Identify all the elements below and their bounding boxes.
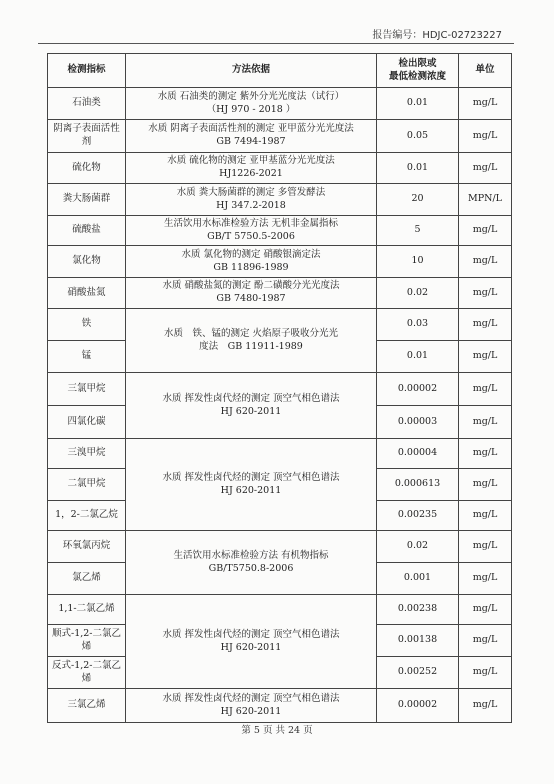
method-cell: 生活饮用水标准检验方法 有机物指标 GB/T5750.8-2006 xyxy=(126,531,377,595)
item-name: 硝酸盐氮 xyxy=(48,278,126,309)
item-name: 氯化物 xyxy=(48,246,126,278)
item-name: 三溴甲烷 xyxy=(48,439,126,469)
item-name: 环氧氯丙烷 xyxy=(48,531,126,563)
method-cell: 水质 石油类的测定 紫外分光光度法（试行） （HJ 970 - 2018 ） xyxy=(126,88,377,120)
method-cell: 水质 挥发性卤代烃的测定 顶空气相色谱法 HJ 620-2011 xyxy=(126,595,377,689)
limit-cell: 20 xyxy=(377,184,459,216)
table-row xyxy=(48,309,512,341)
header-unit: 单位 xyxy=(459,54,512,88)
unit-cell: mg/L xyxy=(459,216,512,246)
item-name: 粪大肠菌群 xyxy=(48,184,126,216)
table-row xyxy=(48,120,512,153)
method-cell: 水质 粪大肠菌群的测定 多管发酵法 HJ 347.2-2018 xyxy=(126,184,377,216)
unit-cell: mg/L xyxy=(459,531,512,563)
table-row xyxy=(48,439,512,469)
unit-cell: mg/L xyxy=(459,88,512,120)
unit-cell: mg/L xyxy=(459,501,512,531)
table-row xyxy=(48,184,512,216)
unit-cell: mg/L xyxy=(459,341,512,373)
method-cell: 水质 铁、锰的测定 火焰原子吸收分光光 度法 GB 11911-1989 xyxy=(126,309,377,373)
test-results-table xyxy=(47,53,512,723)
item-name: 二氯甲烷 xyxy=(48,469,126,501)
item-name: 四氯化碳 xyxy=(48,406,126,439)
unit-cell: mg/L xyxy=(459,246,512,278)
table-row xyxy=(48,246,512,278)
item-name: 阴离子表面活性剂 xyxy=(48,120,126,153)
unit-cell: mg/L xyxy=(459,120,512,153)
item-name: 1,1-二氯乙烯 xyxy=(48,595,126,625)
method-cell: 水质 氯化物的测定 硝酸银滴定法 GB 11896-1989 xyxy=(126,246,377,278)
item-name: 三氯乙烯 xyxy=(48,689,126,723)
method-cell: 生活饮用水标准检验方法 无机非金属指标 GB/T 5750.5-2006 xyxy=(126,216,377,246)
header-item: 检测指标 xyxy=(48,54,126,88)
unit-cell: mg/L xyxy=(459,595,512,625)
limit-cell: 10 xyxy=(377,246,459,278)
item-name: 锰 xyxy=(48,341,126,373)
method-cell: 水质 挥发性卤代烃的测定 顶空气相色谱法 HJ 620-2011 xyxy=(126,689,377,723)
limit-cell: 0.00002 xyxy=(377,689,459,723)
unit-cell: mg/L xyxy=(459,406,512,439)
item-name: 氯乙烯 xyxy=(48,563,126,595)
unit-cell: mg/L xyxy=(459,689,512,723)
table-row xyxy=(48,153,512,184)
table-header-row xyxy=(48,54,512,88)
item-name: 铁 xyxy=(48,309,126,341)
item-name: 三氯甲烷 xyxy=(48,373,126,406)
unit-cell: mg/L xyxy=(459,309,512,341)
table-row xyxy=(48,278,512,309)
method-cell: 水质 阴离子表面活性剂的测定 亚甲蓝分光光度法 GB 7494-1987 xyxy=(126,120,377,153)
limit-cell: 5 xyxy=(377,216,459,246)
limit-cell: 0.03 xyxy=(377,309,459,341)
item-name: 硫酸盐 xyxy=(48,216,126,246)
item-name: 硫化物 xyxy=(48,153,126,184)
unit-cell: mg/L xyxy=(459,563,512,595)
method-cell: 水质 挥发性卤代烃的测定 顶空气相色谱法 HJ 620-2011 xyxy=(126,439,377,531)
item-name: 顺式-1,2-二氯乙烯 xyxy=(48,625,126,657)
unit-cell: mg/L xyxy=(459,439,512,469)
item-name: 1，2-二氯乙烷 xyxy=(48,501,126,531)
header-divider xyxy=(38,43,514,44)
limit-cell: 0.00252 xyxy=(377,657,459,689)
table-row xyxy=(48,531,512,563)
header-method: 方法依据 xyxy=(126,54,377,88)
method-cell: 水质 硫化物的测定 亚甲基蓝分光光度法 HJ1226-2021 xyxy=(126,153,377,184)
limit-cell: 0.00238 xyxy=(377,595,459,625)
header-limit: 检出限或 最低检测浓度 xyxy=(377,54,459,88)
item-name: 反式-1,2-二氯乙烯 xyxy=(48,657,126,689)
limit-cell: 0.00002 xyxy=(377,373,459,406)
table-row xyxy=(48,88,512,120)
limit-cell: 0.00138 xyxy=(377,625,459,657)
item-name: 石油类 xyxy=(48,88,126,120)
method-cell: 水质 硝酸盐氮的测定 酚二磺酸分光光度法 GB 7480-1987 xyxy=(126,278,377,309)
limit-cell: 0.00235 xyxy=(377,501,459,531)
page-footer: 第 5 页 共 24 页 xyxy=(241,725,313,736)
method-cell: 水质 挥发性卤代烃的测定 顶空气相色谱法 HJ 620-2011 xyxy=(126,373,377,439)
report-number: 报告编号：HDJC-02723227 xyxy=(372,30,502,41)
unit-cell: mg/L xyxy=(459,278,512,309)
unit-cell: MPN/L xyxy=(459,184,512,216)
unit-cell: mg/L xyxy=(459,625,512,657)
limit-cell: 0.01 xyxy=(377,341,459,373)
limit-cell: 0.02 xyxy=(377,278,459,309)
limit-cell: 0.02 xyxy=(377,531,459,563)
limit-cell: 0.001 xyxy=(377,563,459,595)
limit-cell: 0.00004 xyxy=(377,439,459,469)
limit-cell: 0.05 xyxy=(377,120,459,153)
limit-cell: 0.01 xyxy=(377,88,459,120)
table-row xyxy=(48,595,512,625)
limit-cell: 0.00003 xyxy=(377,406,459,439)
unit-cell: mg/L xyxy=(459,373,512,406)
limit-cell: 0.000613 xyxy=(377,469,459,501)
limit-cell: 0.01 xyxy=(377,153,459,184)
unit-cell: mg/L xyxy=(459,153,512,184)
unit-cell: mg/L xyxy=(459,469,512,501)
table-row xyxy=(48,216,512,246)
table-row xyxy=(48,373,512,406)
unit-cell: mg/L xyxy=(459,657,512,689)
table-row xyxy=(48,689,512,723)
